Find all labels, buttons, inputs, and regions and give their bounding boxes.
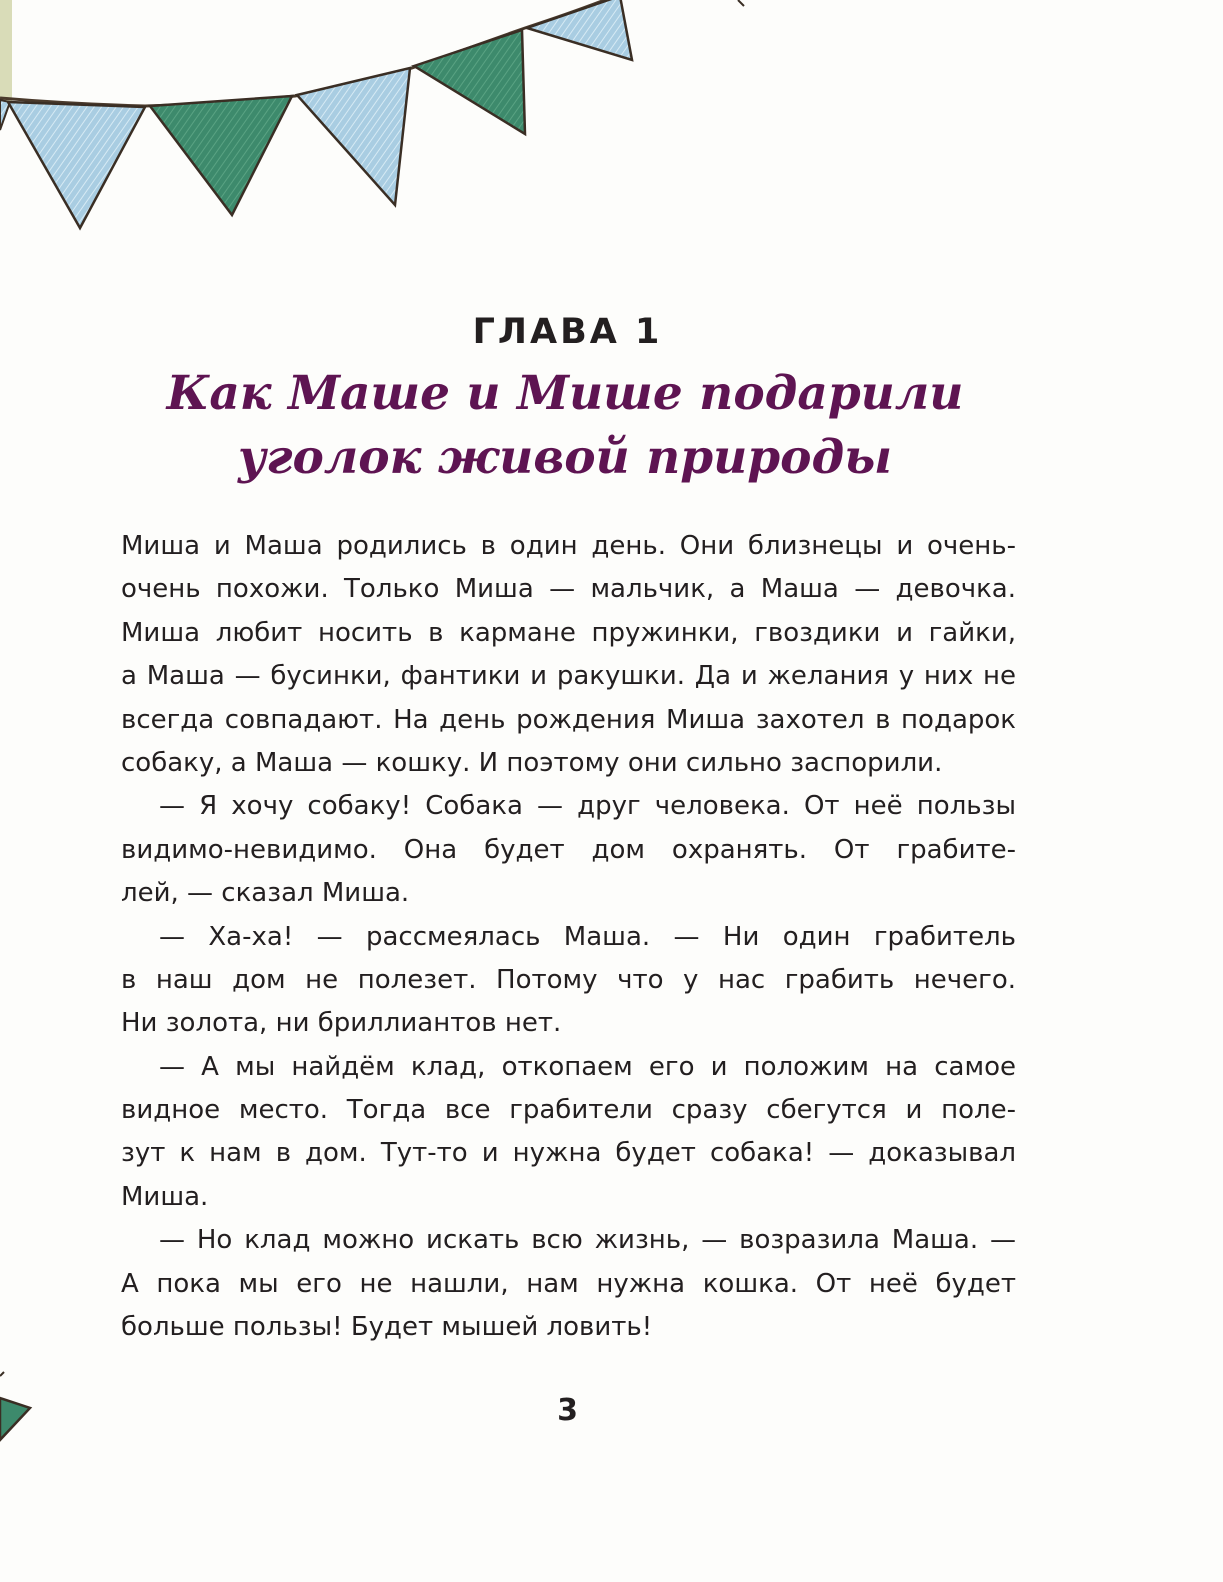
chapter-title-line: Как Маше и Мише подарили [166,366,964,421]
bunting-flag-green-icon [150,96,292,215]
text-line: а Маша — бусинки, фантики и ракушки. Да и желания у них не [121,661,1016,692]
text-line: видное место. Тогда все грабители сразу сбегутся и поле- [121,1095,1016,1126]
text-line: зут к нам в дом. Тут-то и нужна будет собака! — доказывал [121,1138,1016,1169]
text-line: собаку, а Маша — кошку. И поэтому они сильно заспорили. [121,747,943,778]
left-stem [0,0,12,105]
text-line: Миша и Маша родились в один день. Они близнецы и очень- [121,531,1016,561]
text-line: лей, — сказал Миша. [121,878,410,909]
chapter-title [60,362,1070,490]
text-line: Миша. [121,1181,209,1212]
chapter-label: ГЛАВА 1 [472,312,663,352]
bunting-decoration [0,0,1223,260]
text-line: всегда совпадают. На день рождения Миша захотел в подарок [121,704,1016,735]
text-line: больше пользы! Будет мышей ловить! [121,1312,653,1343]
bunting-flag-blue-icon [527,0,632,60]
page-number: 3 [557,1393,578,1428]
text-line: в наш дом не полезет. Потому что у нас грабить нечего. [121,964,1016,995]
bunting-flag-blue-icon [297,68,410,205]
bunting-flag-blue-icon [8,102,145,228]
text-line: видимо-невидимо. Она будет дом охранять. От грабите- [121,834,1016,865]
story-text [121,525,1016,1349]
corner-flag-fragment [0,1370,40,1450]
text-line: — Но клад можно искать всю жизнь, — возразила Маша. — [159,1225,1016,1256]
text-line: Миша любит носить в кармане пружинки, гвоздики и гайки, [121,617,1016,648]
text-line: Ни золота, ни бриллиантов нет. [121,1008,562,1039]
text-line: — Я хочу собаку! Собака — друг человека. От неё пользы [159,791,1016,822]
corner-mark [738,0,744,6]
text-line: — Ха-ха! — рассмеялась Маша. — Ни один грабитель [159,921,1016,952]
text-line: очень похожи. Только Миша — мальчик, а Маша — девочка. [121,574,1016,605]
text-line: — А мы найдём клад, откопаем его и положим на самое [159,1051,1016,1082]
text-line: А пока мы его не нашли, нам нужна кошка. От неё будет [121,1268,1016,1299]
chapter-title-line: уголок живой природы [237,430,893,485]
bunting-flag-green-icon [414,30,525,134]
bunting-string [0,0,620,106]
